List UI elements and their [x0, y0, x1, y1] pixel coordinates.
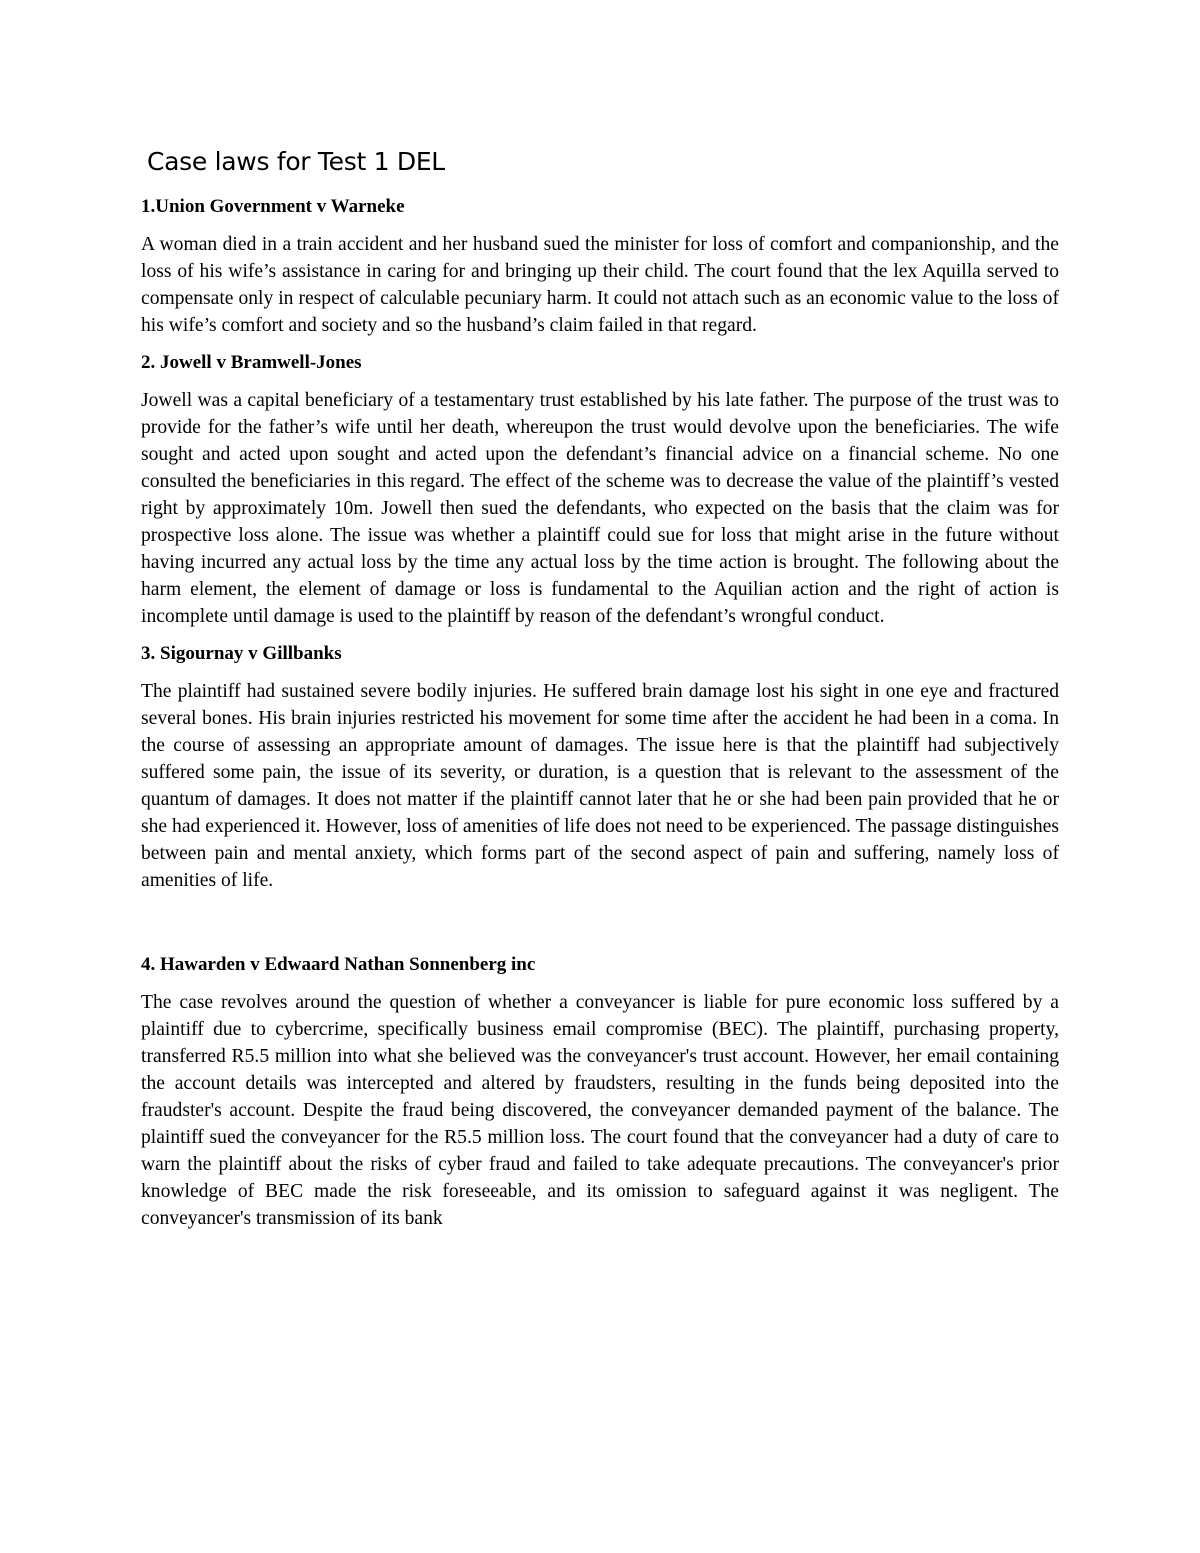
case-body: The plaintiff had sustained severe bodily injuries. He suffered brain damage lost his sight in one eye and fractured several bones. His brain injuries restricted his movement for some time after the accident he had been in a coma. In the course of assessing an appropriate amount of damages. The issue here is that the plaintiff had subjectively suffered some pain, the issue of its severity, or duration, is a question that is relevant to the assessment of the quantum of damages. It does not matter if the plaintiff cannot later that he or she had been pain provided that he or she had experienced it. However, loss of amenities of life does not need to be experienced. The passage distinguishes between pain and mental anxiety, which forms part of the second aspect of pain and suffering, namely loss of amenities of life. [141, 681, 1059, 891]
case-body: A woman died in a train accident and her husband sued the minister for loss of comfort and companionship, and the loss of his wife’s assistance in caring for and bringing up their child. The court found that the lex Aquilla served to compensate only in respect of calculable pecuniary harm. It could not attach such as an economic value to the loss of his wife’s comfort and society and so the husband’s claim failed in that regard. [141, 234, 1059, 336]
case-heading: 2. Jowell v Bramwell-Jones [141, 352, 362, 373]
case-heading: 1.Union Government v Warneke [141, 196, 405, 217]
document-title: Case laws for Test 1 DEL [147, 147, 445, 176]
case-section-sigournay [141, 640, 1059, 894]
blank-line [141, 904, 1059, 942]
case-section-warneke [141, 193, 1059, 339]
case-body: Jowell was a capital beneficiary of a testamentary trust established by his late father. The purpose of the trust was to provide for the father’s wife until her death, whereupon the trust would devolve upon the beneficiaries. The wife sought and acted upon sought and acted upon the defendant’s financial advice on a financial scheme. No one consulted the beneficiaries in this regard. The effect of the scheme was to decrease the value of the plaintiff’s vested right by approximately 10m. Jowell then sued the defendants, who expected on the basis that the claim was for prospective loss alone. The issue was whether a plaintiff could sue for loss that might arise in the future without having incurred any actual loss by the time any actual loss by the time action is brought. The following about the harm element, the element of damage or loss is fundamental to the Aquilian action and the right of action is incomplete until damage is used to the plaintiff by reason of the defendant’s wrongful conduct. [141, 390, 1059, 627]
case-body: The case revolves around the question of whether a conveyancer is liable for pure economic loss suffered by a plaintiff due to cybercrime, specifically business email compromise (BEC). The plaintiff, purchasing property, transferred R5.5 million into what she believed was the conveyancer's trust account. However, her email containing the account details was intercepted and altered by fraudsters, resulting in the funds being deposited into the fraudster's account. Despite the fraud being discovered, the conveyancer demanded payment of the balance. The plaintiff sued the conveyancer for the R5.5 million loss. The court found that the conveyancer had a duty of care to warn the plaintiff about the risks of cyber fraud and failed to take adequate precautions. The conveyancer's prior knowledge of BEC made the risk foreseeable, and its omission to safeguard against it was negligent. The conveyancer's transmission of its bank [141, 992, 1059, 1229]
case-section-hawarden [141, 951, 1059, 1232]
case-heading: 3. Sigournay v Gillbanks [141, 643, 342, 664]
case-section-jowell [141, 349, 1059, 630]
case-heading: 4. Hawarden v Edwaard Nathan Sonnenberg inc [141, 954, 536, 975]
document-content [141, 140, 1059, 1242]
